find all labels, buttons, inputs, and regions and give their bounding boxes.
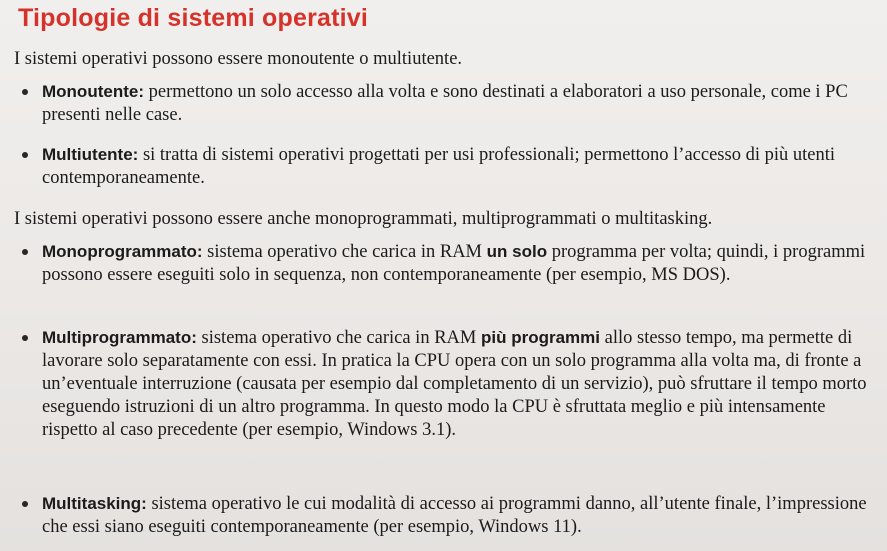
bullet-icon <box>22 249 28 255</box>
list-item-text <box>42 80 869 127</box>
list-item-monoprogrammato <box>22 240 869 287</box>
term-label: Monoprogrammato: <box>42 242 203 261</box>
list-item-monoutente <box>22 80 869 127</box>
emphasis-text: un solo <box>486 242 548 261</box>
intro-paragraph-users: I sistemi operativi possono essere monoutente o multiutente. <box>14 49 463 69</box>
list-item-multiutente <box>22 143 869 190</box>
term-label: Multitasking: <box>42 494 147 513</box>
term-label: Multiprogrammato: <box>42 328 197 347</box>
bullet-icon <box>22 152 28 158</box>
bullet-icon <box>22 335 28 341</box>
term-label: Monoutente: <box>42 82 144 101</box>
list-item-multitasking <box>22 492 869 539</box>
list-item-text <box>42 143 869 190</box>
term-description: si tratta di sistemi operativi progettati per usi professionali; permettono l’accesso di più utenti contemporaneamente. <box>42 145 835 188</box>
term-description-continued: programma per volta; quindi, i programmi possono essere eseguiti solo in sequenza, non contemporaneamente (per esempio, MS DOS). <box>42 242 866 285</box>
term-description: sistema operativo che carica in RAM <box>202 242 487 262</box>
list-item-text <box>42 326 869 442</box>
term-description: permettono un solo accesso alla volta e sono destinati a elaboratori a uso personale, come i PC presenti nelle case. <box>42 82 848 125</box>
term-label: Multiutente: <box>42 145 139 164</box>
list-item-multiprogrammato <box>22 326 869 442</box>
list-item-text <box>42 492 869 539</box>
term-description: sistema operativo che carica in RAM <box>196 328 481 348</box>
bullet-icon <box>22 89 28 95</box>
list-item-text <box>42 240 869 287</box>
emphasis-text: più programmi <box>480 328 600 347</box>
bullet-icon <box>22 501 28 507</box>
page-title: Tipologie di sistemi operativi <box>18 4 369 32</box>
term-description-continued: allo stesso tempo, ma permette di lavorare solo separatamente con essi. In pratica la CPU opera con un solo programma alla volta ma, di fronte a un’eventuale interruzione (causata per esempio dal completamento di un servizio), può sfruttare il tempo morto eseguendo istruzioni di un altro programma. In questo modo la CPU è sfruttata meglio e più intensamente rispetto al caso precedente (per esempio, Windows 3.1). <box>42 328 867 440</box>
intro-paragraph-programs: I sistemi operativi possono essere anche monoprogrammati, multiprogrammati o multitasking. <box>14 209 713 229</box>
term-description: sistema operativo le cui modalità di accesso ai programmi danno, all’utente finale, l’impressione che essi siano eseguiti contemporaneamente (per esempio, Windows 11). <box>42 494 867 537</box>
